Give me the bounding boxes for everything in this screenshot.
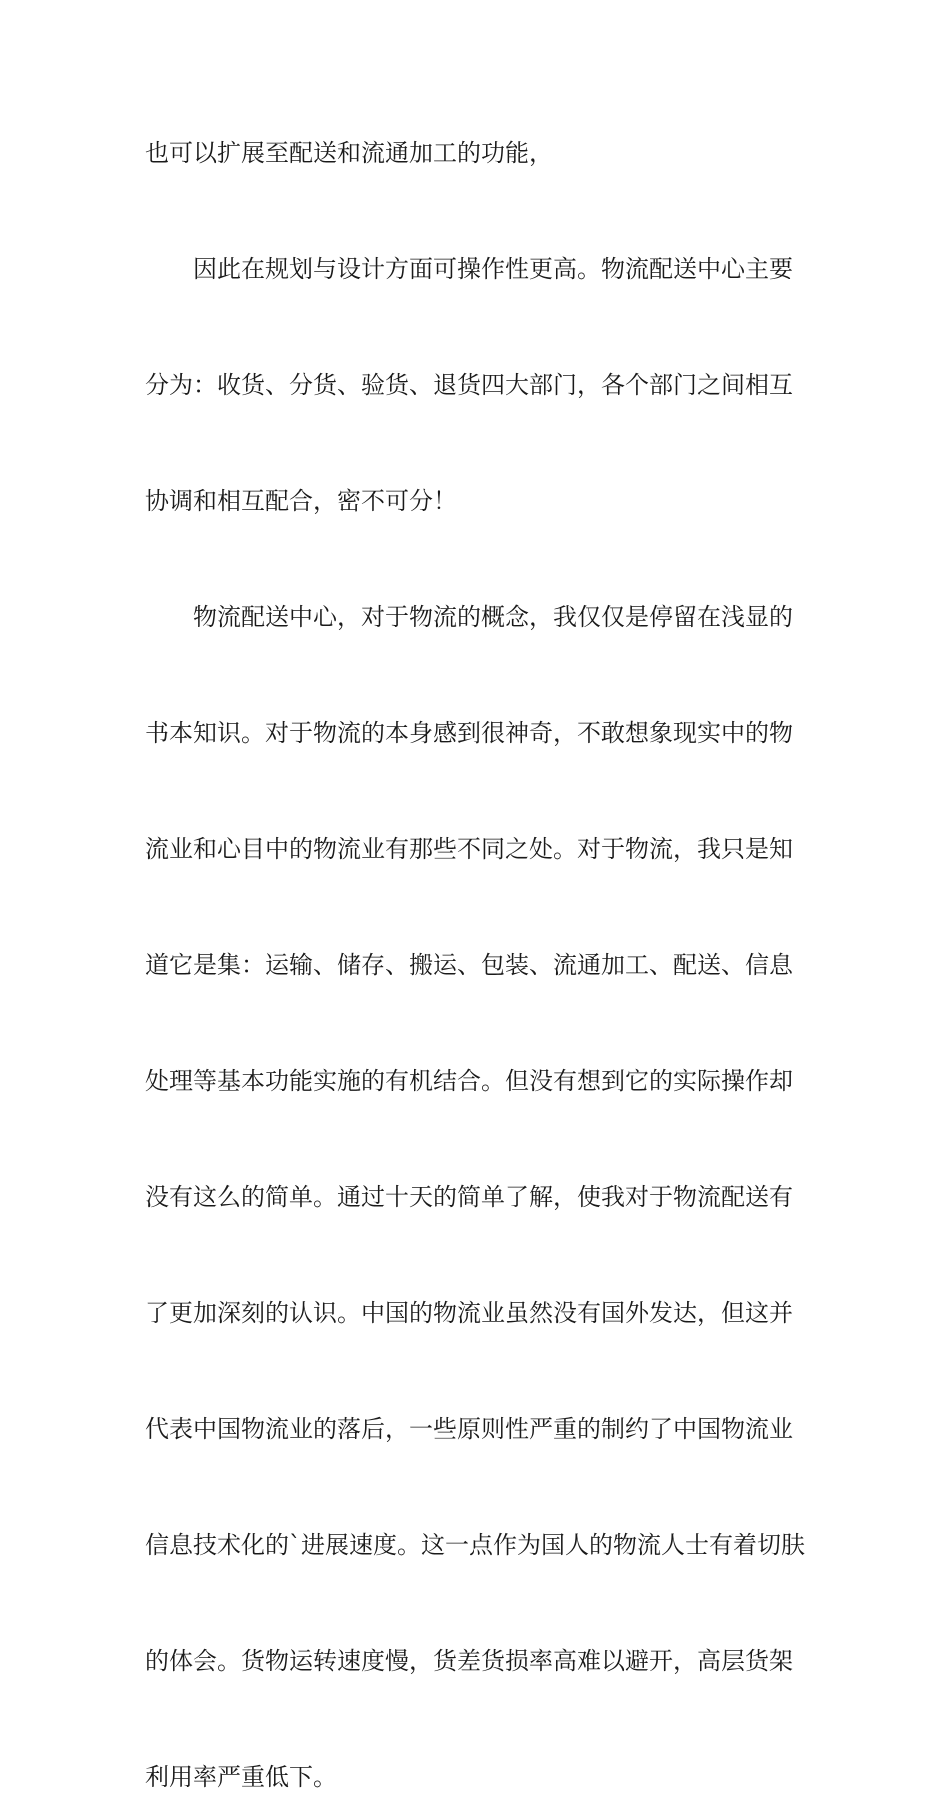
- text-line: 了更加深刻的认识。中国的物流业虽然没有国外发达，但这并: [145, 1299, 793, 1327]
- text-line: 因此在规划与设计方面可操作性更高。物流配送中心主要: [193, 255, 793, 283]
- text-line: 利用率严重低下。: [145, 1763, 337, 1791]
- text-line: 的体会。货物运转速度慢，货差货损率高难以避开，高层货架: [145, 1647, 793, 1675]
- paragraph-gap: [145, 646, 825, 704]
- text-line: 分为：收货、分货、验货、退货四大部门，各个部门之间相互: [145, 371, 793, 399]
- paragraph-gap: [145, 1458, 825, 1516]
- text-line: 流业和心目中的物流业有那些不同之处。对于物流，我只是知: [145, 835, 793, 863]
- text-line: 协调和相互配合，密不可分！: [145, 487, 457, 515]
- paragraph-gap: [145, 994, 825, 1052]
- text-line: 也可以扩展至配送和流通加工的功能，: [145, 139, 553, 167]
- paragraph-gap: [145, 414, 825, 472]
- paragraph-gap: [145, 1226, 825, 1284]
- text-line: 没有这么的简单。通过十天的简单了解，使我对于物流配送有: [145, 1183, 793, 1211]
- body-text: [145, 124, 825, 1806]
- paragraph-gap: [145, 298, 825, 356]
- text-line: 道它是集：运输、储存、搬运、包装、流通加工、配送、信息: [145, 951, 793, 979]
- text-line: 处理等基本功能实施的有机结合。但没有想到它的实际操作却: [145, 1067, 793, 1095]
- paragraph-gap: [145, 1342, 825, 1400]
- text-line: 书本知识。对于物流的本身感到很神奇，不敢想象现实中的物: [145, 719, 793, 747]
- paragraph-gap: [145, 1110, 825, 1168]
- text-line: 代表中国物流业的落后，一些原则性严重的制约了中国物流业: [145, 1415, 793, 1443]
- text-line: 信息技术化的`进展速度。这一点作为国人的物流人士有着切肤: [145, 1531, 805, 1559]
- paragraph-gap: [145, 1690, 825, 1748]
- paragraph-gap: [145, 182, 825, 240]
- paragraph-gap: [145, 1574, 825, 1632]
- paragraph-gap: [145, 878, 825, 936]
- text-line: 物流配送中心，对于物流的概念，我仅仅是停留在浅显的: [193, 603, 793, 631]
- paragraph-gap: [145, 530, 825, 588]
- paragraph-gap: [145, 762, 825, 820]
